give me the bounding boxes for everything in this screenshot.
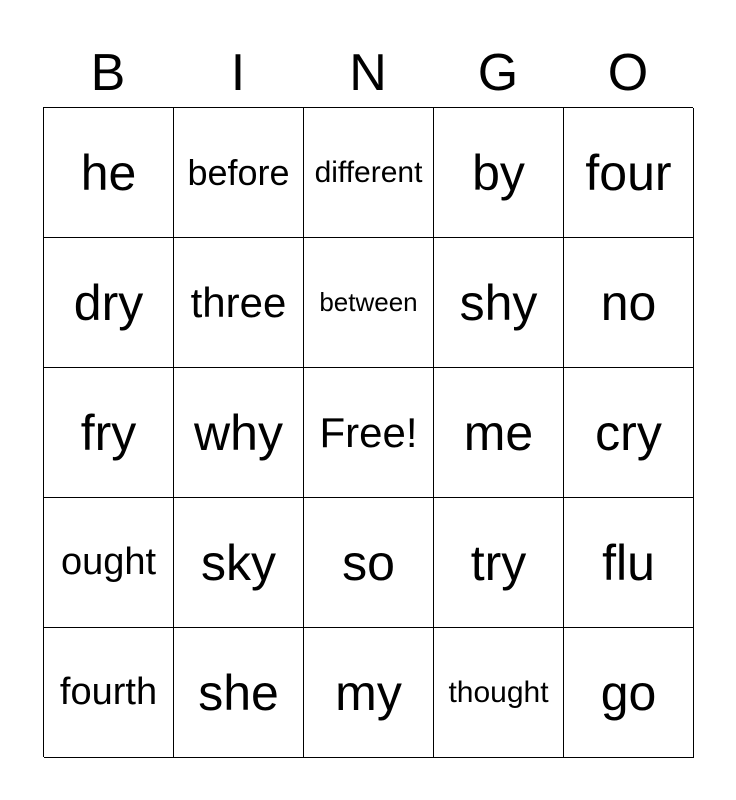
bingo-cell[interactable]: why bbox=[174, 368, 304, 498]
bingo-cell[interactable]: fry bbox=[44, 368, 174, 498]
header-letter-i: I bbox=[230, 44, 246, 102]
bingo-cell[interactable]: four bbox=[564, 108, 694, 238]
bingo-header bbox=[43, 40, 693, 106]
bingo-cell[interactable]: she bbox=[174, 628, 304, 758]
bingo-cell[interactable]: before bbox=[174, 108, 304, 238]
bingo-cell[interactable]: shy bbox=[434, 238, 564, 368]
free-space-cell[interactable]: Free! bbox=[304, 368, 434, 498]
bingo-cell[interactable]: three bbox=[174, 238, 304, 368]
bingo-cell[interactable]: so bbox=[304, 498, 434, 628]
bingo-board bbox=[43, 107, 693, 757]
header-letter-g: G bbox=[477, 44, 519, 102]
bingo-cell[interactable]: fourth bbox=[44, 628, 174, 758]
bingo-cell[interactable]: between bbox=[304, 238, 434, 368]
header-letter-b: B bbox=[90, 44, 126, 102]
bingo-cell[interactable]: by bbox=[434, 108, 564, 238]
bingo-cell[interactable]: different bbox=[304, 108, 434, 238]
bingo-cell[interactable]: flu bbox=[564, 498, 694, 628]
header-letter-n: N bbox=[349, 44, 387, 102]
bingo-cell[interactable]: go bbox=[564, 628, 694, 758]
bingo-cell[interactable]: try bbox=[434, 498, 564, 628]
bingo-cell[interactable]: sky bbox=[174, 498, 304, 628]
bingo-cell[interactable]: no bbox=[564, 238, 694, 368]
bingo-cell[interactable]: me bbox=[434, 368, 564, 498]
bingo-cell[interactable]: he bbox=[44, 108, 174, 238]
bingo-cell[interactable]: thought bbox=[434, 628, 564, 758]
bingo-cell[interactable]: dry bbox=[44, 238, 174, 368]
bingo-cell[interactable]: cry bbox=[564, 368, 694, 498]
header-letter-o: O bbox=[607, 44, 649, 102]
bingo-cell[interactable]: my bbox=[304, 628, 434, 758]
bingo-cell[interactable]: ought bbox=[44, 498, 174, 628]
